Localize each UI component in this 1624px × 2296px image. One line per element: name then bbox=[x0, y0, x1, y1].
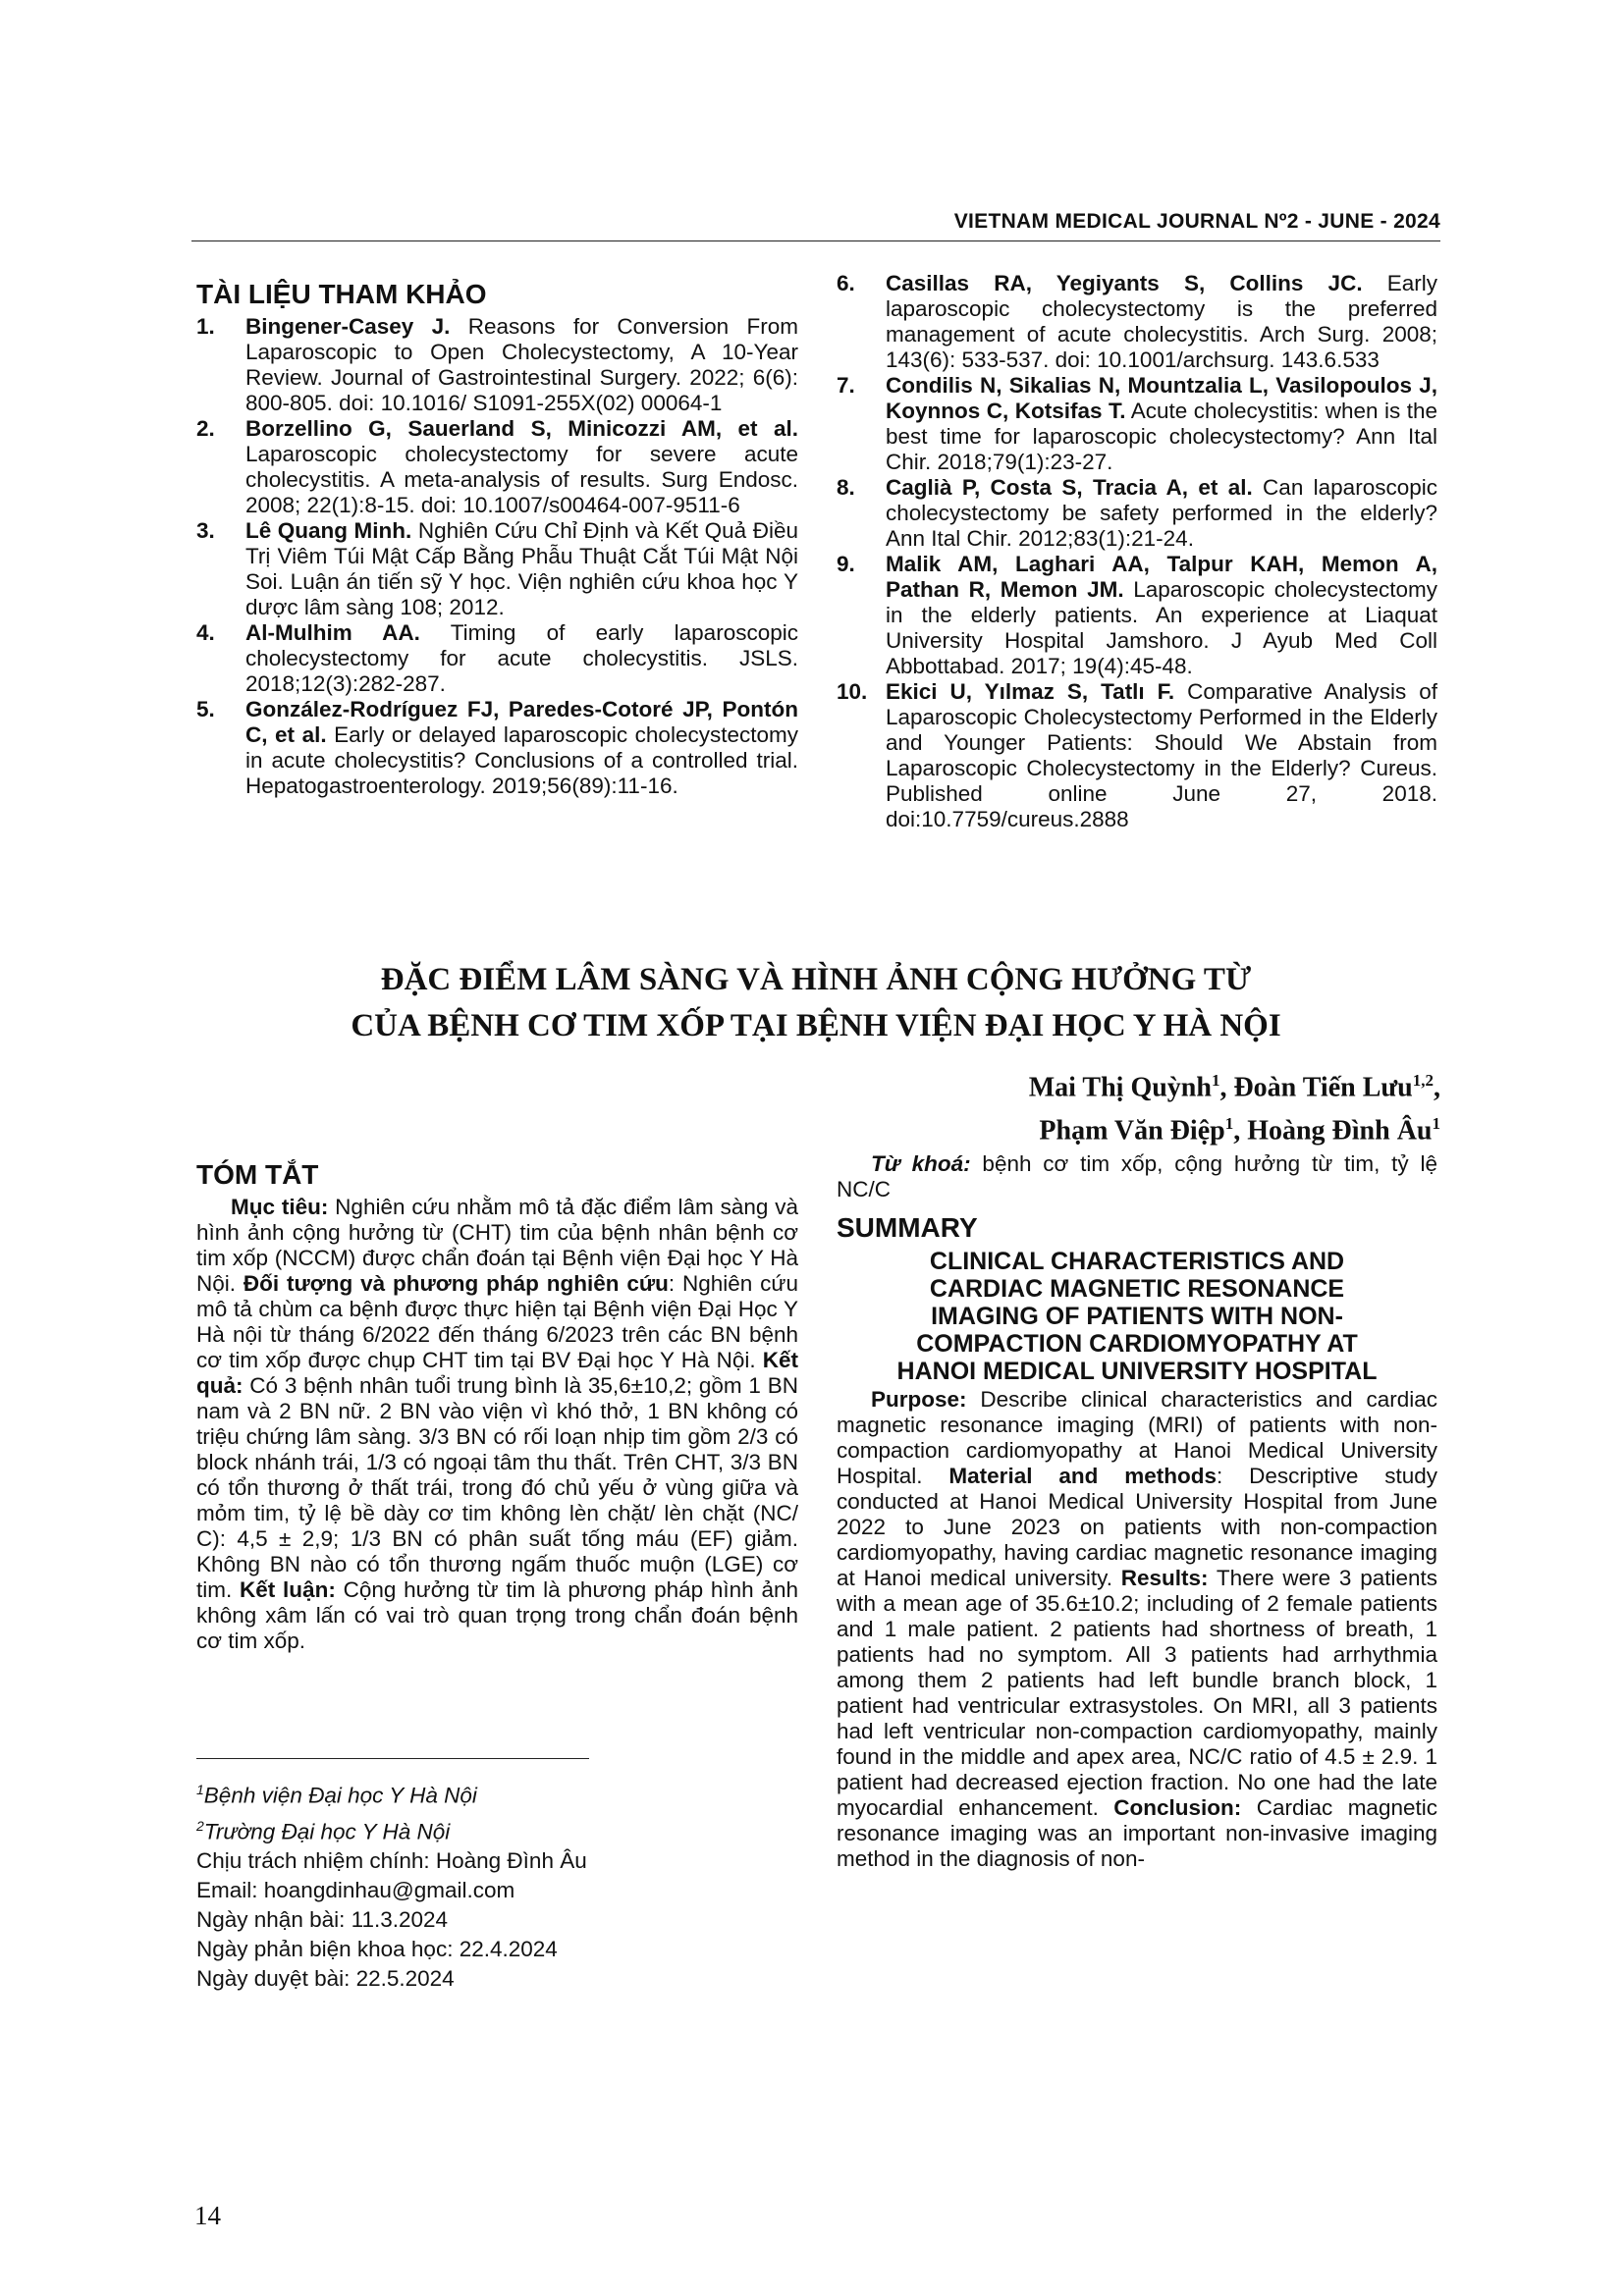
reference-text: Early or delayed laparoscopic cholecystectomy in acute cholecystitis? Conclusions of a controlled trial. Hepatogastroenterology. 2019;56(89):11-16. bbox=[245, 722, 798, 798]
reference-authors: Al-Mulhim AA. bbox=[245, 620, 420, 645]
reference-authors: Condilis N, Sikalias N, Mountzalia L, Vasilopoulos J, Koynnos C, Kotsifas T. bbox=[886, 373, 1437, 423]
footnote-rule bbox=[196, 1758, 589, 1759]
reference-text: Reasons for Conversion From Laparoscopic to Open Cholecystectomy, A 10-Year Review. Journal of Gastrointestinal Surgery. 2022; 6(6): 800-805. doi: 10.1016/ S1091-255X(02) 00064-1 bbox=[245, 314, 798, 415]
references-list-right bbox=[837, 271, 1437, 832]
footnotes bbox=[196, 1775, 798, 1994]
reference-authors: Lê Quang Minh. bbox=[245, 518, 412, 543]
author-name: Phạm Văn Điệp bbox=[1039, 1115, 1225, 1147]
reference-item bbox=[196, 518, 798, 620]
reference-item bbox=[837, 373, 1437, 475]
reference-text: Early laparoscopic cholecystectomy is the preferred management of acute cholecystitis. Arch Surg. 2008; 143(6): 533-537. doi: 10.1001/archsurg. 143.6.533 bbox=[886, 271, 1438, 372]
reference-number: 10. bbox=[837, 679, 868, 704]
reference-number: 7. bbox=[837, 373, 855, 398]
reference-authors: González-Rodríguez FJ, Paredes-Cotoré JP, Pontón C, et al. bbox=[245, 697, 798, 747]
author-affiliation: 1 bbox=[1211, 1071, 1220, 1090]
reference-item bbox=[837, 552, 1437, 679]
article-title bbox=[191, 957, 1440, 1049]
reference-number: 6. bbox=[837, 271, 855, 295]
reference-text: Laparoscopic cholecystectomy in the elderly patients. An experience at Liaquat University Hospital Jamshoro. J Ayub Med Coll Abbottabad. 2017; 19(4):45-48. bbox=[886, 577, 1437, 678]
page-number: 14 bbox=[194, 2201, 221, 2230]
authors-line-1: Mai Thị Quỳnh$^1$, Đoàn Tiến Lưu$^{1,2}$, bbox=[1028, 1071, 1440, 1103]
summary-column bbox=[837, 1151, 1437, 1872]
reference-authors: Malik AM, Laghari AA, Talpur KAH, Memon A, Pathan R, Memon JM. bbox=[886, 552, 1437, 602]
footnote-responsible: Chịu trách nhiệm chính: Hoàng Đình Âu bbox=[196, 1848, 587, 1873]
reference-item bbox=[196, 697, 798, 799]
summary-heading: SUMMARY bbox=[837, 1212, 978, 1243]
footnote-affiliation-2: $^2$Trường Đại học Y Hà Nội bbox=[196, 1817, 451, 1843]
references-list-left bbox=[196, 314, 798, 799]
reference-text: Comparative Analysis of Laparoscopic Cholecystectomy Performed in the Elderly and Younger Patients: Should We Abstain from Laparoscopic Cholecystectomy in the Elderly? Cureus. Published online June 27, 2018. doi:10.7759/cureus.2888 bbox=[886, 679, 1437, 831]
reference-number: 4. bbox=[196, 620, 215, 645]
references-heading: TÀI LIỆU THAM KHẢO bbox=[196, 279, 487, 309]
reference-item bbox=[196, 314, 798, 416]
footnote-email: Email: hoangdinhau@gmail.com bbox=[196, 1878, 515, 1902]
reference-authors: Ekici U, Yılmaz S, Tatlı F. bbox=[886, 679, 1175, 704]
reference-text: Acute cholecystitis: when is the best time for laparoscopic cholecystectomy? Ann Ital Chir. 2018;79(1):23-27. bbox=[886, 399, 1438, 474]
reference-authors: Borzellino G, Sauerland S, Minicozzi AM, et al. bbox=[245, 416, 798, 441]
author-name: Mai Thị Quỳnh bbox=[1028, 1072, 1212, 1103]
reference-item bbox=[837, 271, 1437, 373]
summary-title: CLINICAL CHARACTERISTICS AND CARDIAC MAGNETIC RESONANCE IMAGING OF PATIENTS WITH NON- COMPACTION CARDIOMYOPATHY AT HANOI MEDICAL UNIVERSITY HOSPITAL bbox=[896, 1248, 1378, 1385]
author-affiliation: 1 bbox=[1432, 1114, 1440, 1134]
reference-number: 1. bbox=[196, 314, 215, 339]
summary-body: Purpose: Describe clinical characteristics and cardiac magnetic resonance imaging (MRI) of patients with non-compaction cardiomyopathy at Hanoi Medical University Hospital. Material and methods: Descriptive study conducted at Hanoi Medical University Hospital from June 2022 to June 2023 on patients with non-compaction cardiomyopathy, having cardiac magnetic resonance imaging at Hanoi medical university. Results: There were 3 patients with a mean age of 35.6±10.2; including of 2 female patients and 1 male patient. 2 patients had shortness of breath, 1 patients had no symptom. All 3 patients had arrhythmia among them 2 patients had left bundle branch block, 1 patient had ventricular extrasystoles. On MRI, all 3 patients had left ventricular non-compaction cardiomyopathy, mainly found in the middle and apex area, NC/C ratio of 4.5 ± 2.9. 1 patient had decreased ejection fraction. No one had the late myocardial enhancement. Conclusion: Cardiac magnetic resonance imaging was an important non-invasive imaging method in the diagnosis of non- bbox=[837, 1387, 1438, 1871]
references-right-column bbox=[837, 271, 1437, 832]
article-title-line-2: CỦA BỆNH CƠ TIM XỐP TẠI BỆNH VIỆN ĐẠI HỌC Y HÀ NỘI bbox=[351, 1008, 1281, 1043]
reference-item bbox=[837, 475, 1437, 552]
keywords: Từ khoá: bệnh cơ tim xốp, cộng hưởng từ tim, tỷ lệ NC/C bbox=[837, 1151, 1437, 1201]
reference-authors: Caglià P, Costa S, Tracia A, et al. bbox=[886, 475, 1253, 500]
reference-item bbox=[196, 620, 798, 697]
footnote-affiliation-1: $^1$Bệnh viện Đại học Y Hà Nội bbox=[196, 1782, 477, 1808]
article-authors bbox=[781, 1062, 1440, 1149]
reference-text: Timing of early laparoscopic cholecystectomy for acute cholecystitis. JSLS. 2018;12(3):282-287. bbox=[245, 620, 798, 696]
footnote-accepted: Ngày duyệt bài: 22.5.2024 bbox=[196, 1966, 455, 1991]
reference-text: Laparoscopic cholecystectomy for severe acute cholecystitis. A meta-analysis of results. Surg Endosc. 2008; 22(1):8-15. doi: 10.1007/s00464-007-9511-6 bbox=[245, 442, 798, 517]
reference-text: Nghiên Cứu Chỉ Định và Kết Quả Điều Trị Viêm Túi Mật Cấp Bằng Phẫu Thuật Cắt Túi Mật Nội Soi. Luận án tiến sỹ Y học. Viện nghiên cứu khoa học Y dược lâm sàng 108; 2012. bbox=[245, 518, 798, 619]
footnote-reviewed: Ngày phản biện khoa học: 22.4.2024 bbox=[196, 1937, 558, 1961]
author-affiliation: 1 bbox=[1224, 1114, 1234, 1134]
author-name: Hoàng Đình Âu bbox=[1247, 1115, 1433, 1147]
article-title-line-1: ĐẶC ĐIỂM LÂM SÀNG VÀ HÌNH ẢNH CỘNG HƯỞNG TỪ bbox=[380, 962, 1252, 997]
author-affiliation: 1,2 bbox=[1412, 1071, 1434, 1090]
reference-authors: Casillas RA, Yegiyants S, Collins JC. bbox=[886, 271, 1363, 295]
reference-item bbox=[837, 679, 1437, 832]
reference-number: 2. bbox=[196, 416, 215, 441]
reference-number: 9. bbox=[837, 552, 855, 576]
header-rule bbox=[191, 240, 1440, 241]
author-name: Đoàn Tiến Lưu bbox=[1233, 1072, 1413, 1103]
footnote-received: Ngày nhận bài: 11.3.2024 bbox=[196, 1907, 449, 1932]
abstract-vi bbox=[196, 1159, 798, 1654]
references-left-column bbox=[196, 279, 798, 799]
reference-number: 8. bbox=[837, 475, 855, 500]
abstract-heading: TÓM TẮT bbox=[196, 1159, 319, 1190]
reference-number: 3. bbox=[196, 518, 215, 543]
authors-line-2: Phạm Văn Điệp$^1$, Hoàng Đình $Âu^1$ bbox=[1039, 1114, 1440, 1147]
reference-number: 5. bbox=[196, 697, 215, 721]
reference-text: Can laparoscopic cholecystectomy be safety performed in the elderly? Ann Ital Chir. 2012;83(1):21-24. bbox=[886, 475, 1437, 551]
reference-item bbox=[196, 416, 798, 518]
running-header: VIETNAM MEDICAL JOURNAL Nº2 - JUNE - 2024 bbox=[953, 210, 1440, 233]
reference-authors: Bingener-Casey J. bbox=[245, 314, 451, 339]
abstract-body: Mục tiêu: Nghiên cứu nhằm mô tả đặc điểm lâm sàng và hình ảnh cộng hưởng từ (CHT) tim của bệnh nhân bệnh cơ tim xốp (NCCM) được chẩn đoán tại Bệnh viện Đại học Y Hà Nội. Đối tượng và phương pháp nghiên cứu: Nghiên cứu mô tả chùm ca bệnh được thực hiện tại Bệnh viện Đại Học Y Hà nội từ tháng 6/2022 đến tháng 6/2023 trên các BN bệnh cơ tim xốp được chụp CHT tim tại BV Đại học Y Hà Nội. Kết quả: Có 3 bệnh nhân tuổi trung bình là 35,6±10,2; gồm 1 BN nam và 2 BN nữ. 2 BN vào viện vì khó thở, 1 BN không có triệu chứng lâm sàng. 3/3 BN có rối loạn nhịp tim gồm 2/3 có block nhánh trái, 1/3 có ngoại tâm thu thất. Trên CHT, 3/3 BN có tổn thương ở thất trái, trong đó chủ yếu ở vùng giữa và mỏm tim, tỷ lệ bề dày cơ tim không lèn chặt/ lèn chặt (NC/ C): 4,5 ± 2,9; 1/3 BN có phân suất tống máu (EF) giảm. Không BN nào có tổn thương ngấm thuốc muộn (LGE) cơ tim. Kết luận: Cộng hưởng từ tim là phương pháp hình ảnh không xâm lấn có vai trò quan trọng trong chẩn đoán bệnh cơ tim xốp. bbox=[196, 1195, 799, 1653]
